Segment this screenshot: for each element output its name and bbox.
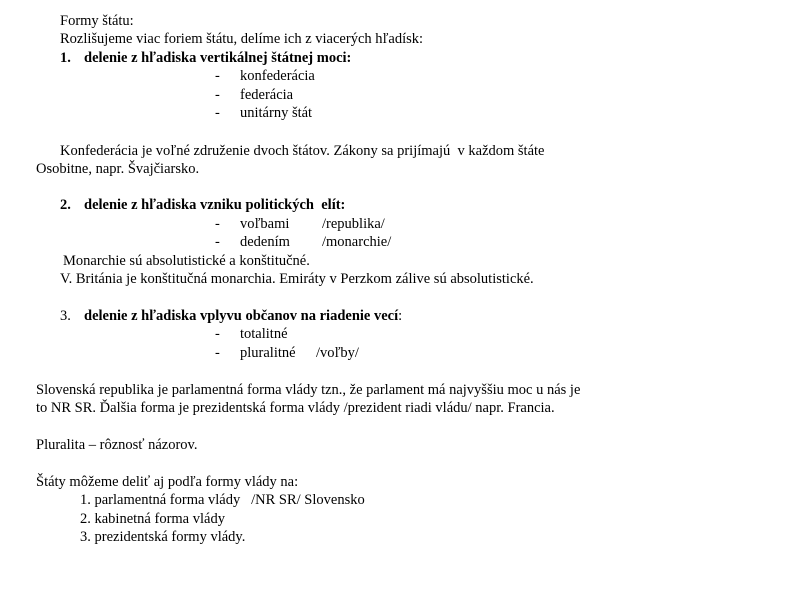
document-title: Formy štátu: [60, 13, 134, 29]
section1-heading-line [60, 49, 351, 67]
section2-heading: delenie z hľadiska vzniku politických elít: [84, 197, 346, 213]
section3-heading: delenie z hľadiska vplyvu občanov na riadenie vecí [84, 308, 399, 324]
slovakia-paragraph-line2: to NR SR. Ďalšia forma je prezidentská forma vlády /prezident riadi vládu/ napr. Francia. [36, 400, 555, 416]
section1-item-label: unitárny štát [240, 105, 313, 121]
section3-item: - totalitné [215, 326, 288, 342]
section3-item-label: totalitné [240, 326, 288, 342]
section1-paragraph-line2: Osobitne, napr. Švajčiarsko. [36, 161, 200, 177]
section1-heading: delenie z hľadiska vertikálnej štátnej moci: [84, 50, 352, 66]
intro-line: Rozlišujeme viac foriem štátu, delíme ich z viacerých hľadísk: [60, 31, 424, 47]
section1-item-label: konfederácia [240, 68, 315, 84]
section3-item: - pluralitné /voľby/ [215, 345, 359, 361]
section2-number: 2. [60, 197, 71, 213]
section3-number: 3. [60, 308, 71, 324]
section1-number: 1. [60, 50, 71, 66]
section2-heading-line [60, 196, 345, 214]
section3-heading-line [60, 307, 402, 325]
section2-paragraph-line2: V. Británia je konštitučná monarchia. Emiráty v Perzkom zálive sú absolutistické. [60, 271, 534, 287]
government-forms-item: 1. parlamentná forma vlády /NR SR/ Slovensko [80, 492, 365, 508]
slovakia-paragraph-line1: Slovenská republika je parlamentná forma vlády tzn., že parlament má najvyššiu moc u nás je [36, 382, 581, 398]
section1-item: - federácia [215, 87, 294, 103]
section2-item: - dedením /monarchie/ [215, 234, 392, 250]
section1-item: - unitárny štát [215, 105, 313, 121]
section2-item-label: dedením [240, 234, 290, 250]
section2-item: - voľbami /republika/ [215, 216, 385, 232]
section3-item-label: pluralitné [240, 345, 296, 361]
government-forms-item: 3. prezidentská formy vlády. [80, 529, 246, 545]
section2-item-note: /republika/ [322, 216, 385, 232]
section2-item-label: voľbami [240, 216, 290, 232]
section1-item: - konfederácia [215, 68, 315, 84]
section2-item-note: /monarchie/ [322, 234, 392, 250]
section1-item-label: federácia [240, 87, 294, 103]
section3-colon: : [398, 308, 403, 324]
section3-item-note: /voľby/ [316, 345, 359, 361]
government-forms-item: 2. kabinetná forma vlády [80, 511, 225, 527]
government-forms-intro: Štáty môžeme deliť aj podľa formy vlády na: [36, 474, 299, 490]
plurality-line: Pluralita – rôznosť názorov. [36, 437, 198, 453]
section2-paragraph-line1: Monarchie sú absolutistické a konštitučné. [63, 253, 310, 269]
section1-paragraph-line1: Konfederácia je voľné združenie dvoch štátov. Zákony sa prijímajú v každom štáte [60, 143, 545, 159]
